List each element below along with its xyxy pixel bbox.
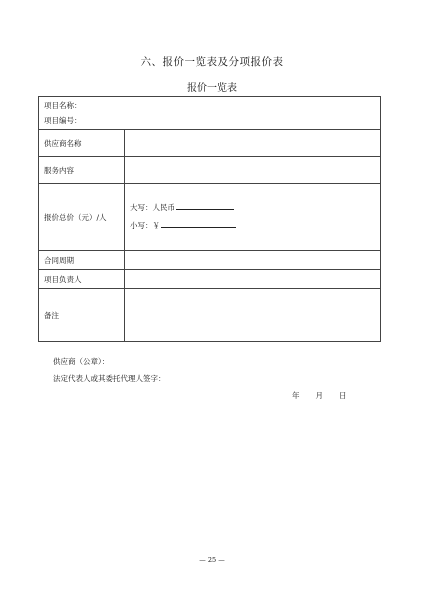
total-price-upper-blank[interactable] xyxy=(176,200,234,210)
date-month-label: 月 xyxy=(315,391,323,400)
project-info-cell xyxy=(39,97,381,130)
service-content-label: 服务内容 xyxy=(39,157,125,184)
project-name-label: 项目名称： xyxy=(44,101,82,110)
total-price-lower-blank[interactable] xyxy=(161,218,236,228)
project-lead-row xyxy=(39,270,381,289)
supplier-seal-label: 供应商（公章）： xyxy=(53,357,110,366)
supplier-name-value[interactable] xyxy=(125,130,381,157)
signature-label: 法定代表人或其委托代理人签字： xyxy=(53,374,166,383)
total-price-value xyxy=(125,184,381,251)
total-price-lower-label: 小写：￥ xyxy=(130,221,160,230)
project-info-row xyxy=(39,97,381,130)
date-year-label: 年 xyxy=(292,391,300,400)
total-price-upper-label: 大写：人民币 xyxy=(130,203,175,212)
section-title: 六、报价一览表及分项报价表 xyxy=(140,56,284,68)
contract-period-value[interactable] xyxy=(125,251,381,270)
remarks-value[interactable] xyxy=(125,289,381,342)
remarks-label: 备注 xyxy=(39,289,125,342)
project-lead-label: 项目负责人 xyxy=(39,270,125,289)
signature-date xyxy=(292,390,363,401)
service-content-row xyxy=(39,157,381,184)
page-number: — 25 — xyxy=(199,556,225,564)
table-title: 报价一览表 xyxy=(187,83,237,94)
service-content-value[interactable] xyxy=(125,157,381,184)
contract-period-label: 合同周期 xyxy=(39,251,125,270)
date-day-label: 日 xyxy=(339,391,347,400)
project-number-label: 项目编号： xyxy=(44,116,82,125)
total-price-lower-line xyxy=(130,217,380,235)
supplier-name-label: 供应商名称 xyxy=(39,130,125,157)
project-lead-value[interactable] xyxy=(125,270,381,289)
total-price-label: 报价总价（元）/人 xyxy=(39,184,125,251)
total-price-upper-line xyxy=(130,199,380,217)
contract-period-row xyxy=(39,251,381,270)
remarks-row xyxy=(39,289,381,342)
supplier-name-row xyxy=(39,130,381,157)
total-price-row xyxy=(39,184,381,251)
quote-summary-table xyxy=(38,96,381,342)
